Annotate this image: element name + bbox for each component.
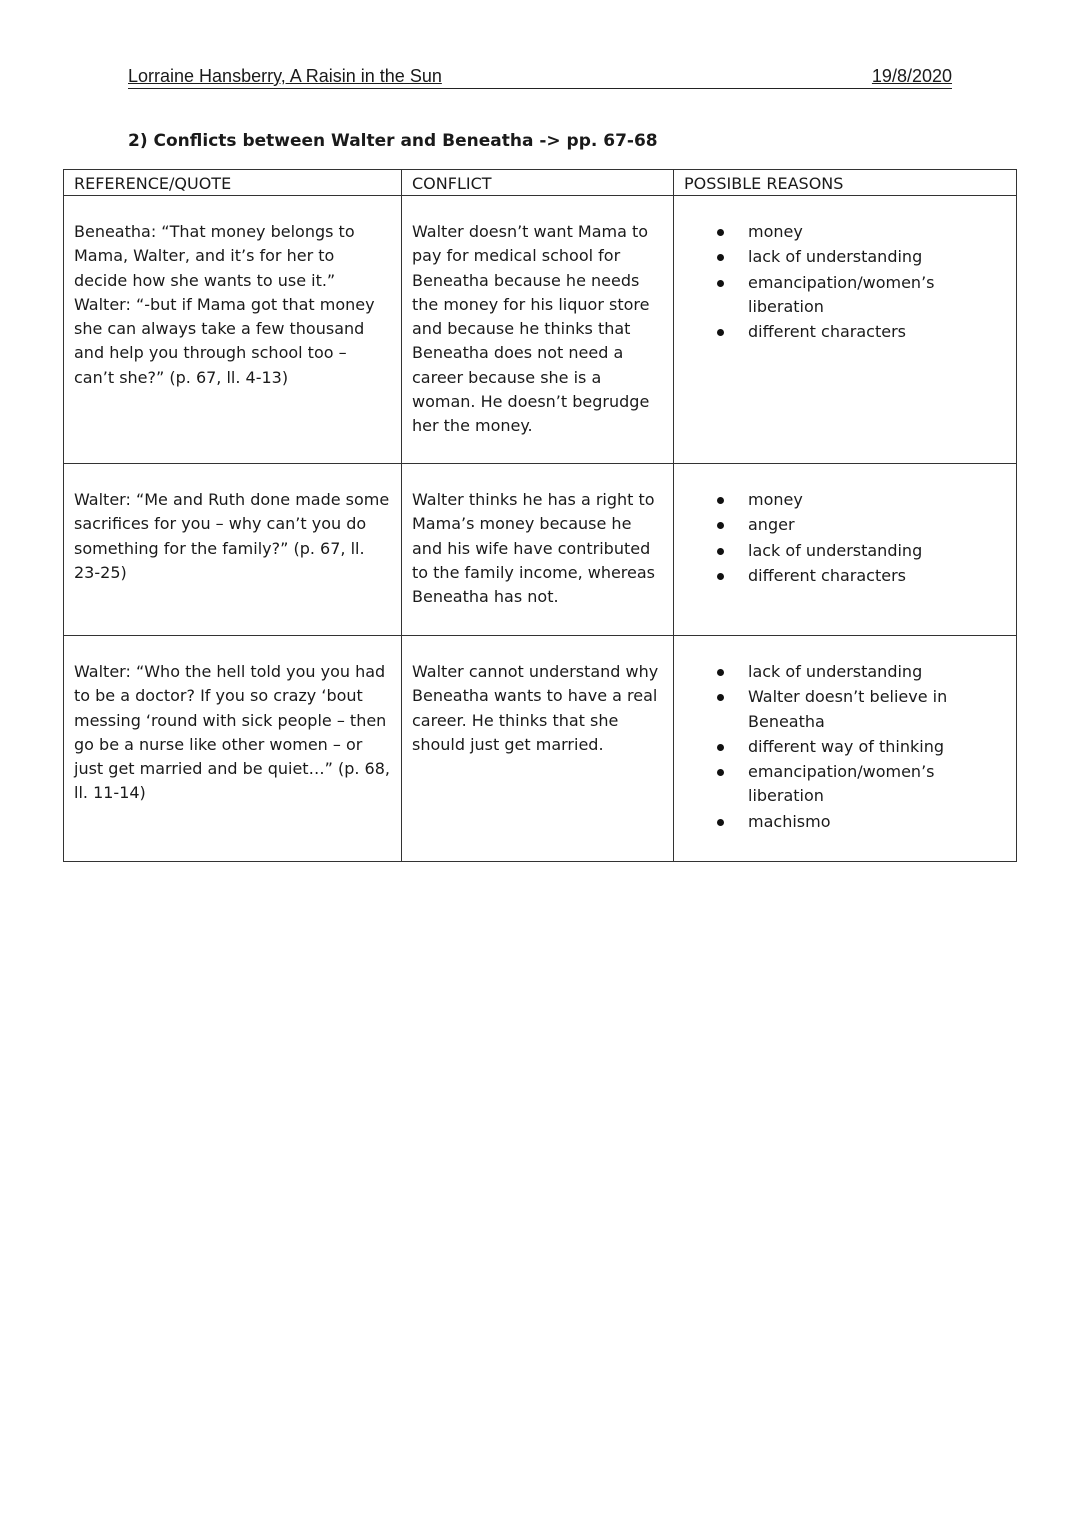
reason-item: lack of understanding xyxy=(748,660,1006,684)
conflict-text: Walter cannot understand why Beneatha wants to have a real career. He thinks that she should just get married. xyxy=(412,662,659,754)
reason-item: money xyxy=(748,488,1006,512)
reason-item: money xyxy=(748,220,1006,244)
section-heading: 2) Conflicts between Walter and Beneatha -> pp. 67-68 xyxy=(128,131,658,151)
reasons-list xyxy=(684,220,1006,344)
table-row xyxy=(64,636,1017,862)
conflict-text: Walter doesn’t want Mama to pay for medical school for Beneatha because he needs the money for his liquor store and because he thinks that Beneatha does not need a career because she is a woman. He doesn’t begrudge her the money. xyxy=(412,222,650,436)
conflict-cell xyxy=(402,636,674,862)
quote-text: Walter: “Me and Ruth done made some sacrifices for you – why can’t you do something for the family?” (p. 67, ll. 23-25) xyxy=(74,490,390,582)
reason-item: emancipation/women’s liberation xyxy=(748,271,1006,320)
reason-item: lack of understanding xyxy=(748,539,1006,563)
reason-item: different characters xyxy=(748,564,1006,588)
table-header-row xyxy=(64,170,1017,196)
document-date: 19/8/2020 xyxy=(871,66,952,86)
table-row xyxy=(64,464,1017,636)
quote-cell xyxy=(64,464,402,636)
reason-item: Walter doesn’t believe in Beneatha xyxy=(748,685,1006,734)
quote-text: Beneatha: “That money belongs to Mama, Walter, and it’s for her to decide how she wants to use it.” Walter: “-but if Mama got that money she can always take a few thousand and help you through school too – can’t she?” (p. 67, ll. 4-13) xyxy=(74,222,375,387)
document-title: Lorraine Hansberry, A Raisin in the Sun xyxy=(128,66,442,86)
quote-text: Walter: “Who the hell told you you had to be a doctor? If you so crazy ‘bout messing ‘round with sick people – then go be a nurse like other women – or just get married and be quiet…” (p. 68, ll. 11-14) xyxy=(74,662,390,803)
reasons-cell xyxy=(674,196,1017,464)
conflict-cell xyxy=(402,196,674,464)
document-header xyxy=(128,64,952,89)
conflicts-table xyxy=(63,169,1017,862)
reason-item: different characters xyxy=(748,320,1006,344)
reason-item: anger xyxy=(748,513,1006,537)
column-header-conflict: CONFLICT xyxy=(402,170,674,196)
quote-cell xyxy=(64,196,402,464)
reasons-list xyxy=(684,488,1006,588)
table-row xyxy=(64,196,1017,464)
conflict-text: Walter thinks he has a right to Mama’s money because he and his wife have contributed to the family income, whereas Beneatha has not. xyxy=(412,490,656,607)
reasons-cell xyxy=(674,464,1017,636)
reason-item: lack of understanding xyxy=(748,245,1006,269)
reasons-cell xyxy=(674,636,1017,862)
reason-item: different way of thinking xyxy=(748,735,1006,759)
reasons-list xyxy=(684,660,1006,834)
quote-cell xyxy=(64,636,402,862)
column-header-reference: REFERENCE/QUOTE xyxy=(64,170,402,196)
conflict-cell xyxy=(402,464,674,636)
reason-item: machismo xyxy=(748,810,1006,834)
reason-item: emancipation/women’s liberation xyxy=(748,760,1006,809)
column-header-reasons: POSSIBLE REASONS xyxy=(674,170,1017,196)
